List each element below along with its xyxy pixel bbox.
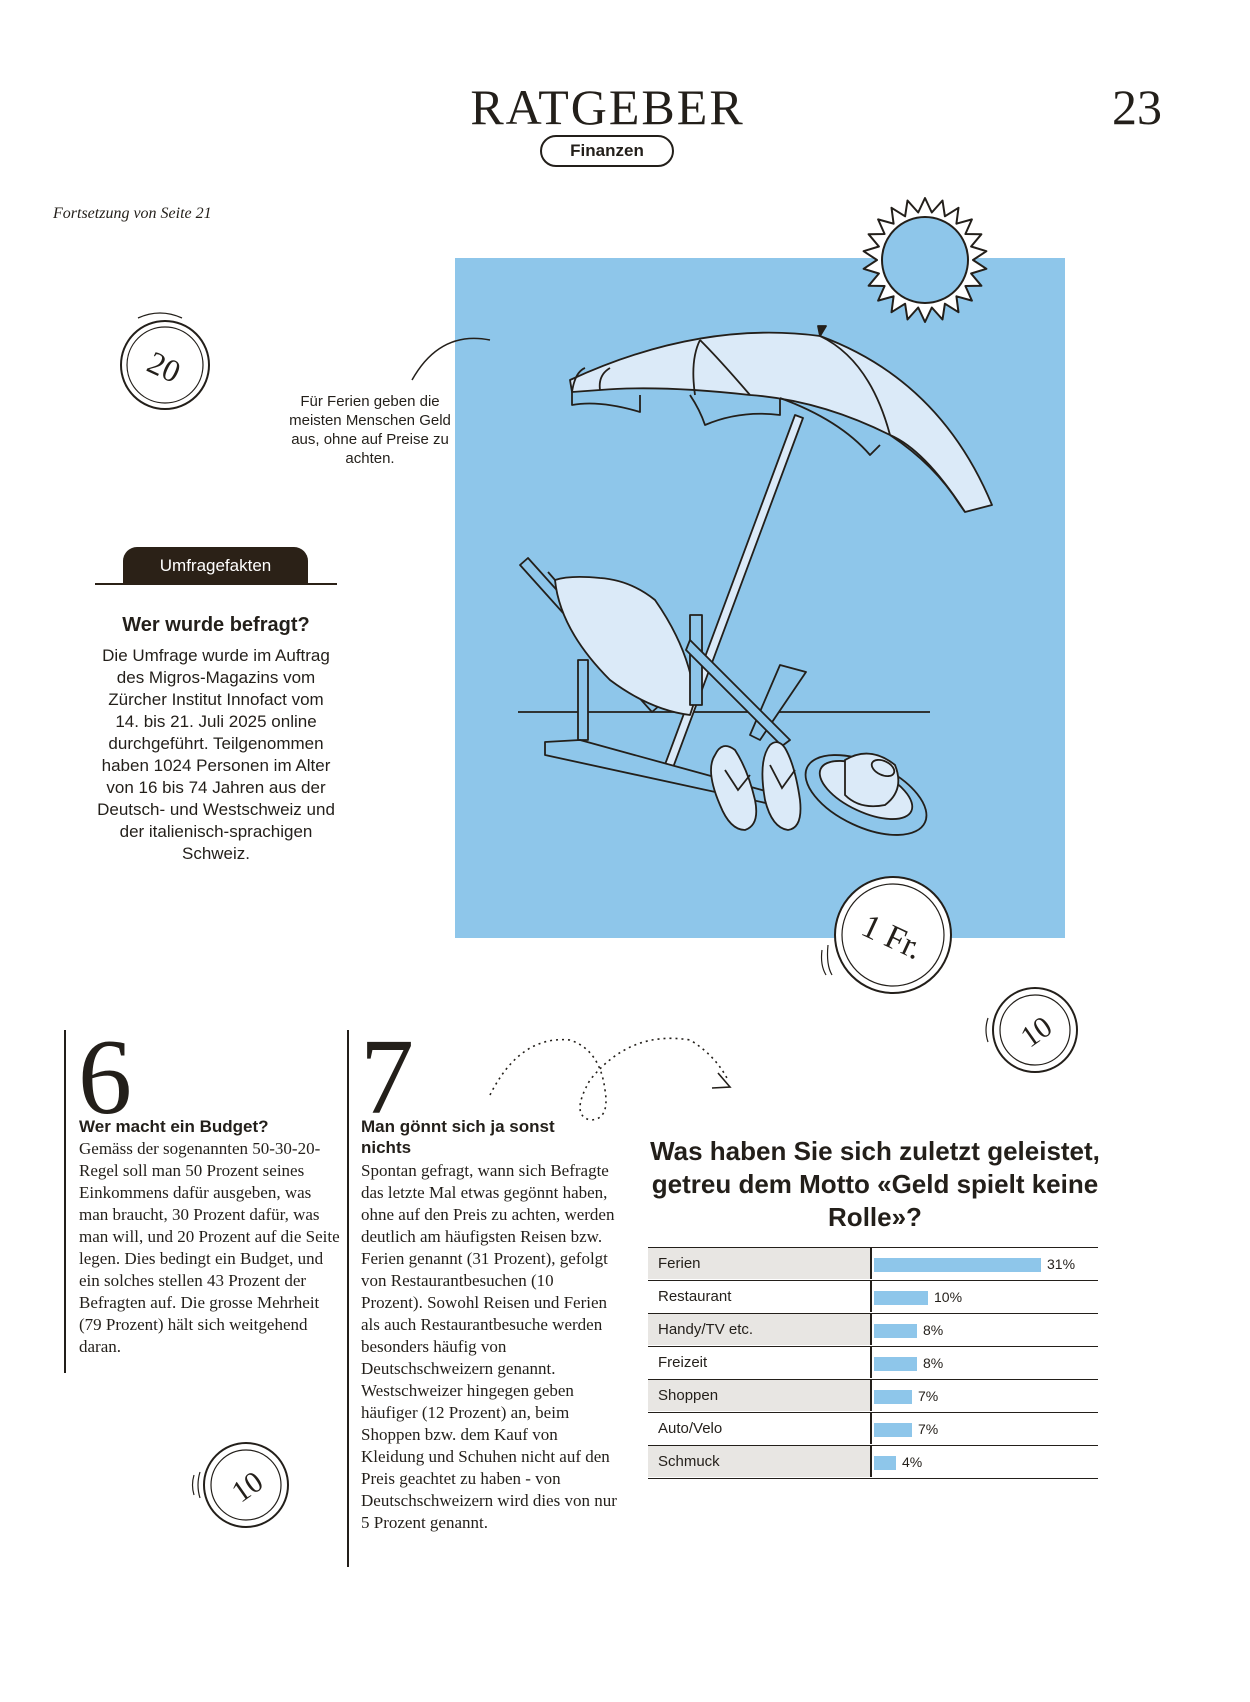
coin-10-top-icon (986, 988, 1077, 1072)
chart-label-cell (648, 1380, 872, 1411)
chart-value-label: 10% (934, 1289, 963, 1305)
chart-bar (874, 1258, 1041, 1272)
sun-icon (864, 198, 987, 322)
survey-facts-tab: Umfragefakten (123, 547, 308, 584)
illustration-caption: Für Ferien geben die meisten Menschen Geld aus, ohne auf Preise zu achten. (289, 393, 451, 467)
chart-bar (874, 1357, 917, 1371)
dotted-arrow-icon (490, 1038, 728, 1120)
chart-value-label: 7% (918, 1388, 939, 1404)
survey-divider (95, 583, 337, 585)
continuation-note: Fortsetzung von Seite 21 (53, 205, 212, 222)
chart-value-label: 7% (918, 1421, 939, 1437)
chart-table (648, 1247, 1098, 1479)
chart-category-label: Freizeit (658, 1354, 708, 1371)
chart-label-cell (648, 1281, 872, 1312)
chart-bar (874, 1291, 928, 1305)
chart-bar (874, 1423, 912, 1437)
survey-text: Die Umfrage wurde im Auftrag des Migros-Magazins vom Zürcher Institut Innofact vom 14. bis 21. Juli 2025 online durchgeführt. Teilgenommen haben 1024 Personen im Alter von 16 bis 74 Jahren aus der Deutsch- und Westschweiz und der italienisch-sprachigen Schweiz. (97, 646, 335, 863)
coin-20-label: 20 (142, 343, 187, 390)
sun-hat-icon (794, 739, 939, 852)
chart-row (648, 1247, 1098, 1280)
chart-category-label: Schmuck (658, 1453, 720, 1470)
chart-label-cell (648, 1413, 872, 1444)
caption-pointer (412, 338, 490, 380)
chart-category-label: Handy/TV etc. (658, 1321, 754, 1338)
chart-value-label: 31% (1047, 1256, 1076, 1272)
flip-flops-icon (711, 742, 801, 830)
chart-bar (874, 1324, 917, 1338)
page-number: 23 (1112, 79, 1162, 135)
chart-row (648, 1313, 1098, 1346)
coin-1fr-label: 1 Fr. (855, 907, 929, 968)
chart-label-cell (648, 1446, 872, 1477)
chart-label-cell (648, 1248, 872, 1279)
fact-6-rule (64, 1030, 66, 1373)
fact-7-number: 7 (360, 1018, 414, 1137)
fact-6-text: Gemäss der sogenannten 50-30-20-Regel soll man 50 Prozent seines Einkommens dafür ausgeben, was man braucht, 30 Prozent dafür, was man will, und 20 Prozent auf die Seite legen. Dies bedingt ein Budget, und ein solches stellen 43 Prozent der Befragten auf. Die grosse Mehrheit (79 Prozent) hält sich weitgehend daran. (79, 1139, 340, 1356)
chart-row (648, 1379, 1098, 1412)
coin-10-top-label: 10 (1014, 1009, 1059, 1055)
chart-category-label: Restaurant (658, 1288, 732, 1305)
fact-7-rule (347, 1030, 349, 1567)
chart-label-cell (648, 1347, 872, 1378)
coin-1fr-icon (822, 877, 952, 993)
chart-title: Was haben Sie sich zuletzt geleistet, getreu dem Motto «Geld spielt keine Rolle»? (650, 1136, 1100, 1232)
chart-row (648, 1280, 1098, 1313)
coin-20-icon (121, 313, 209, 409)
coin-10-bottom-label: 10 (225, 1464, 270, 1510)
chart-bar (874, 1456, 896, 1470)
fact-6-heading: Wer macht ein Budget? (79, 1117, 269, 1136)
subsection-badge: Finanzen (540, 135, 674, 167)
fact-6-number: 6 (78, 1018, 132, 1137)
section-title: RATGEBER (470, 79, 745, 135)
chart-value-label: 8% (923, 1355, 944, 1371)
chart-category-label: Shoppen (658, 1387, 719, 1404)
fact-7-text: Spontan gefragt, wann sich Befragte das letzte Mal etwas gegönnt haben, ohne auf den Preis zu achten, werden deutlich am häufigsten Reisen bzw. Ferien genannt (31 Prozent), gefolgt von Restaurantbesuchen (10 Prozent). Sowohl Reisen und Ferien als auch Restaurantbesuche werden besonders häufig von Deutschschweizern genannt. Westschweizer hingegen geben häufiger (12 Prozent) an, beim Shoppen bzw. dem Kauf von Kleidung und Schuhen nicht auf den Preis geachtet zu haben - von Deutschschweizern wird dies von nur 5 Prozent genannt. (361, 1161, 617, 1532)
chart-row (648, 1412, 1098, 1445)
arrow-head-icon (712, 1073, 730, 1088)
chart-label-cell (648, 1314, 872, 1345)
chart-category-label: Auto/Velo (658, 1420, 723, 1437)
coin-10-bottom-icon (193, 1443, 289, 1527)
chart-bar (874, 1390, 912, 1404)
chart-bottom-rule (648, 1478, 1098, 1479)
chart-row (648, 1346, 1098, 1379)
chart-row (648, 1445, 1098, 1478)
survey-heading: Wer wurde befragt? (122, 614, 310, 636)
chart-value-label: 4% (902, 1454, 923, 1470)
chart-value-label: 8% (923, 1322, 944, 1338)
fact-7-heading: Man gönnt sich ja sonst nichts (361, 1117, 555, 1157)
chart-category-label: Ferien (658, 1255, 701, 1272)
